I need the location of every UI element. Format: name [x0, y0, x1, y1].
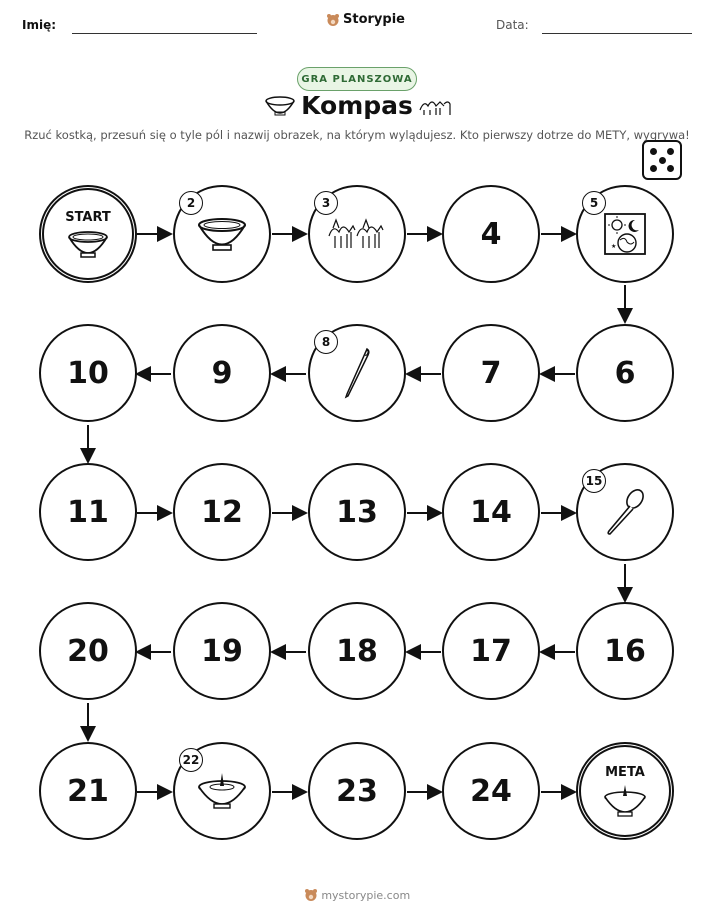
bowl-icon	[66, 229, 110, 259]
board-cell-10[interactable]: 10	[39, 324, 137, 422]
sun-moon-earth-icon	[603, 212, 647, 256]
start-cell[interactable]	[39, 185, 137, 283]
water-compass-icon	[196, 771, 248, 811]
board-cell-4[interactable]: 4	[442, 185, 540, 283]
game-type-badge: GRA PLANSZOWA	[297, 67, 417, 91]
board-cell-16[interactable]: 16	[576, 602, 674, 700]
board-cell-12[interactable]: 12	[173, 463, 271, 561]
board-cell-21[interactable]: 21	[39, 742, 137, 840]
cell-number: 3	[314, 191, 338, 215]
board-cell-6[interactable]: 6	[576, 324, 674, 422]
footer-url: mystorypie.com	[321, 889, 411, 902]
page-title: Kompas	[301, 91, 413, 120]
cell-number: 15	[582, 469, 606, 493]
needle-icon	[342, 346, 372, 400]
board-cell-13[interactable]: 13	[308, 463, 406, 561]
board-cell-3[interactable]	[308, 185, 406, 283]
bowl-icon	[196, 216, 248, 252]
cell-number: 22	[179, 748, 203, 772]
water-compass-icon	[602, 784, 648, 818]
board-cell-15[interactable]	[576, 463, 674, 561]
svg-text:★: ★	[611, 243, 617, 250]
board-cell-7[interactable]: 7	[442, 324, 540, 422]
finish-label: META	[605, 764, 645, 780]
board-cell-17[interactable]: 17	[442, 602, 540, 700]
board-cell-24[interactable]: 24	[442, 742, 540, 840]
cell-number: 8	[314, 330, 338, 354]
cell-number: 2	[179, 191, 203, 215]
board-cell-14[interactable]: 14	[442, 463, 540, 561]
board-cell-18[interactable]: 18	[308, 602, 406, 700]
board-cell-9[interactable]: 9	[173, 324, 271, 422]
board-cell-22[interactable]	[173, 742, 271, 840]
instructions: Rzuć kostką, przesuń się o tyle pól i nazwij obrazek, na którym wylądujesz. Kto pierwszy dotrze do METY, wygrywa!	[24, 128, 690, 142]
spoon-icon	[603, 487, 647, 537]
cell-number: 5	[582, 191, 606, 215]
board-cell-23[interactable]: 23	[308, 742, 406, 840]
board-cell-5[interactable]	[576, 185, 674, 283]
name-label: Imię:	[22, 18, 57, 32]
footer-bear-icon	[304, 888, 318, 902]
date-label: Data:	[496, 18, 529, 32]
board-cell-19[interactable]: 19	[173, 602, 271, 700]
finish-cell[interactable]	[576, 742, 674, 840]
start-label: START	[65, 209, 111, 225]
board-cell-20[interactable]: 20	[39, 602, 137, 700]
footer-site	[0, 888, 714, 902]
brand-name: Storypie	[343, 12, 405, 27]
board-cell-11[interactable]: 11	[39, 463, 137, 561]
camel-caravan-icon	[327, 216, 387, 252]
board-cell-2[interactable]	[173, 185, 271, 283]
board-cell-8[interactable]	[308, 324, 406, 422]
